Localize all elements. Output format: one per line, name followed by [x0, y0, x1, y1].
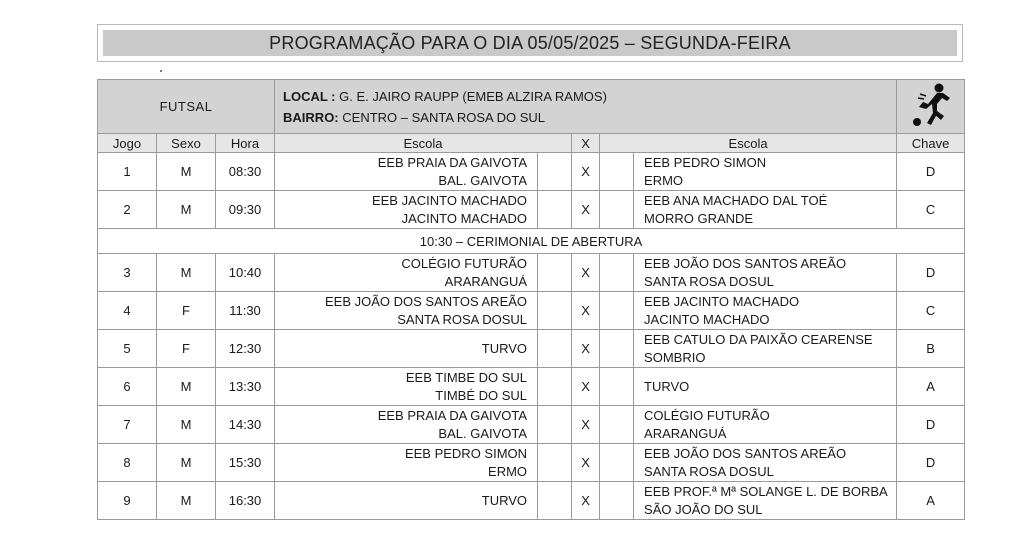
- table-row: [98, 406, 965, 444]
- home-school: [275, 292, 538, 330]
- game-sex: F: [157, 292, 216, 330]
- versus-mark: X: [572, 330, 600, 368]
- spacer-cell: [600, 330, 634, 368]
- game-number: 6: [98, 368, 157, 406]
- spacer-cell: [600, 406, 634, 444]
- game-key: A: [897, 368, 965, 406]
- away-school: [634, 191, 897, 229]
- schedule-table: [97, 79, 965, 520]
- game-time: 14:30: [216, 406, 275, 444]
- home-school: [275, 482, 538, 520]
- game-number: 4: [98, 292, 157, 330]
- home-school-city: BAL. GAIVOTA: [438, 172, 528, 188]
- game-time: 11:30: [216, 292, 275, 330]
- away-school-city: SÃO JOÃO DO SUL: [644, 501, 763, 517]
- home-school: [275, 406, 538, 444]
- ceremony-label: 10:30 – CERIMONIAL DE ABERTURA: [98, 229, 965, 254]
- table-row: [98, 482, 965, 520]
- home-school: [275, 153, 538, 191]
- spacer-cell: [538, 330, 572, 368]
- local-value: G. E. JAIRO RAUPP (EMEB ALZIRA RAMOS): [339, 88, 607, 104]
- venue-local: [283, 86, 896, 107]
- away-school-name: EEB PEDRO SIMON: [644, 154, 767, 170]
- versus-mark: X: [572, 153, 600, 191]
- col-sexo: Sexo: [157, 134, 216, 153]
- spacer-cell: [600, 482, 634, 520]
- away-school-name: TURVO: [644, 378, 690, 394]
- spacer-cell: [538, 191, 572, 229]
- away-school-city: SANTA ROSA DOSUL: [644, 463, 774, 479]
- spacer-cell: [600, 368, 634, 406]
- spacer-cell: [600, 254, 634, 292]
- away-school-city: SOMBRIO: [644, 349, 706, 365]
- table-row: [98, 292, 965, 330]
- game-number: 8: [98, 444, 157, 482]
- home-school-name: EEB JOÃO DOS SANTOS AREÃO: [324, 293, 528, 309]
- game-number: 2: [98, 191, 157, 229]
- spacer-cell: [538, 153, 572, 191]
- spacer-cell: [600, 153, 634, 191]
- venue-info: [275, 80, 897, 134]
- bairro-value: CENTRO – SANTA ROSA DO SUL: [342, 109, 546, 125]
- game-key: D: [897, 444, 965, 482]
- game-key: C: [897, 292, 965, 330]
- game-key: C: [897, 191, 965, 229]
- home-school-city: ARARANGUÁ: [444, 273, 528, 289]
- game-number: 7: [98, 406, 157, 444]
- game-time: 12:30: [216, 330, 275, 368]
- away-school-name: COLÉGIO FUTURÃO: [644, 407, 770, 423]
- bairro-label: BAIRRO:: [283, 109, 339, 125]
- game-key: A: [897, 482, 965, 520]
- spacer-cell: [538, 292, 572, 330]
- page-title: PROGRAMAÇÃO PARA O DIA 05/05/2025 – SEGUNDA-FEIRA: [103, 30, 957, 56]
- away-school: [634, 153, 897, 191]
- game-key: D: [897, 406, 965, 444]
- game-time: 16:30: [216, 482, 275, 520]
- away-school: [634, 368, 897, 406]
- col-x: X: [572, 134, 600, 153]
- game-number: 3: [98, 254, 157, 292]
- spacer-cell: [600, 292, 634, 330]
- versus-mark: X: [572, 482, 600, 520]
- home-school-name: COLÉGIO FUTURÃO: [401, 255, 528, 271]
- table-row: [98, 444, 965, 482]
- spacer-cell: [538, 254, 572, 292]
- game-key: D: [897, 153, 965, 191]
- home-school-city: JACINTO MACHADO: [401, 210, 528, 226]
- game-time: 08:30: [216, 153, 275, 191]
- spacer-cell: [600, 444, 634, 482]
- game-sex: M: [157, 368, 216, 406]
- away-school: [634, 292, 897, 330]
- col-escola-away: Escola: [600, 134, 897, 153]
- away-school-city: JACINTO MACHADO: [644, 311, 770, 327]
- venue-bairro: [283, 107, 896, 128]
- game-number: 1: [98, 153, 157, 191]
- versus-mark: X: [572, 406, 600, 444]
- game-sex: M: [157, 191, 216, 229]
- local-label: LOCAL :: [283, 88, 336, 104]
- versus-mark: X: [572, 292, 600, 330]
- game-sex: M: [157, 444, 216, 482]
- stray-dot: [160, 70, 162, 72]
- game-sex: M: [157, 153, 216, 191]
- table-row: [98, 254, 965, 292]
- ceremony-row: [98, 229, 965, 254]
- versus-mark: X: [572, 191, 600, 229]
- spacer-cell: [538, 406, 572, 444]
- spacer-cell: [600, 191, 634, 229]
- game-sex: M: [157, 406, 216, 444]
- home-school-city: ERMO: [488, 463, 528, 479]
- home-school-city: BAL. GAIVOTA: [438, 425, 528, 441]
- game-sex: F: [157, 330, 216, 368]
- away-school-city: ARARANGUÁ: [644, 425, 727, 441]
- col-hora: Hora: [216, 134, 275, 153]
- home-school-name: EEB PRAIA DA GAIVOTA: [377, 407, 528, 423]
- away-school: [634, 482, 897, 520]
- home-school: [275, 444, 538, 482]
- away-school-city: ERMO: [644, 172, 684, 188]
- game-time: 09:30: [216, 191, 275, 229]
- game-number: 9: [98, 482, 157, 520]
- spacer-cell: [538, 482, 572, 520]
- home-school-name: EEB JACINTO MACHADO: [371, 192, 528, 208]
- away-school-city: SANTA ROSA DOSUL: [644, 273, 774, 289]
- table-row: [98, 330, 965, 368]
- away-school-name: EEB JOÃO DOS SANTOS AREÃO: [644, 445, 847, 461]
- home-school-name: EEB PRAIA DA GAIVOTA: [377, 154, 528, 170]
- home-school-name: EEB TIMBE DO SUL: [405, 369, 528, 385]
- game-sex: M: [157, 482, 216, 520]
- home-school: [275, 254, 538, 292]
- versus-mark: X: [572, 254, 600, 292]
- game-sex: M: [157, 254, 216, 292]
- title-banner: [97, 24, 963, 62]
- home-school-name: TURVO: [481, 340, 528, 356]
- game-time: 15:30: [216, 444, 275, 482]
- col-jogo: Jogo: [98, 134, 157, 153]
- away-school-name: EEB CATULO DA PAIXÃO CEARENSE: [644, 331, 873, 347]
- game-number: 5: [98, 330, 157, 368]
- away-school: [634, 330, 897, 368]
- column-header-row: [98, 134, 965, 153]
- header-row: [98, 80, 965, 134]
- home-school-city: SANTA ROSA DOSUL: [397, 311, 528, 327]
- versus-mark: X: [572, 368, 600, 406]
- game-time: 13:30: [216, 368, 275, 406]
- home-school: [275, 330, 538, 368]
- away-school: [634, 254, 897, 292]
- game-time: 10:40: [216, 254, 275, 292]
- away-school-name: EEB JACINTO MACHADO: [644, 293, 800, 309]
- sport-name: FUTSAL: [98, 80, 275, 134]
- spacer-cell: [538, 444, 572, 482]
- soccer-player-icon: [897, 80, 965, 134]
- home-school: [275, 368, 538, 406]
- home-school-name: TURVO: [481, 492, 528, 508]
- home-school-city: TIMBÉ DO SUL: [435, 387, 528, 403]
- home-school: [275, 191, 538, 229]
- away-school: [634, 406, 897, 444]
- col-chave: Chave: [897, 134, 965, 153]
- col-escola-home: Escola: [275, 134, 572, 153]
- table-row: [98, 368, 965, 406]
- away-school-name: EEB ANA MACHADO DAL TOÉ: [644, 192, 828, 208]
- away-school-city: MORRO GRANDE: [644, 210, 754, 226]
- table-row: [98, 191, 965, 229]
- spacer-cell: [538, 368, 572, 406]
- game-key: B: [897, 330, 965, 368]
- home-school-name: EEB PEDRO SIMON: [404, 445, 528, 461]
- game-key: D: [897, 254, 965, 292]
- versus-mark: X: [572, 444, 600, 482]
- away-school-name: EEB PROF.ª Mª SOLANGE L. DE BORBA: [644, 483, 888, 499]
- away-school: [634, 444, 897, 482]
- away-school-name: EEB JOÃO DOS SANTOS AREÃO: [644, 255, 847, 271]
- table-row: [98, 153, 965, 191]
